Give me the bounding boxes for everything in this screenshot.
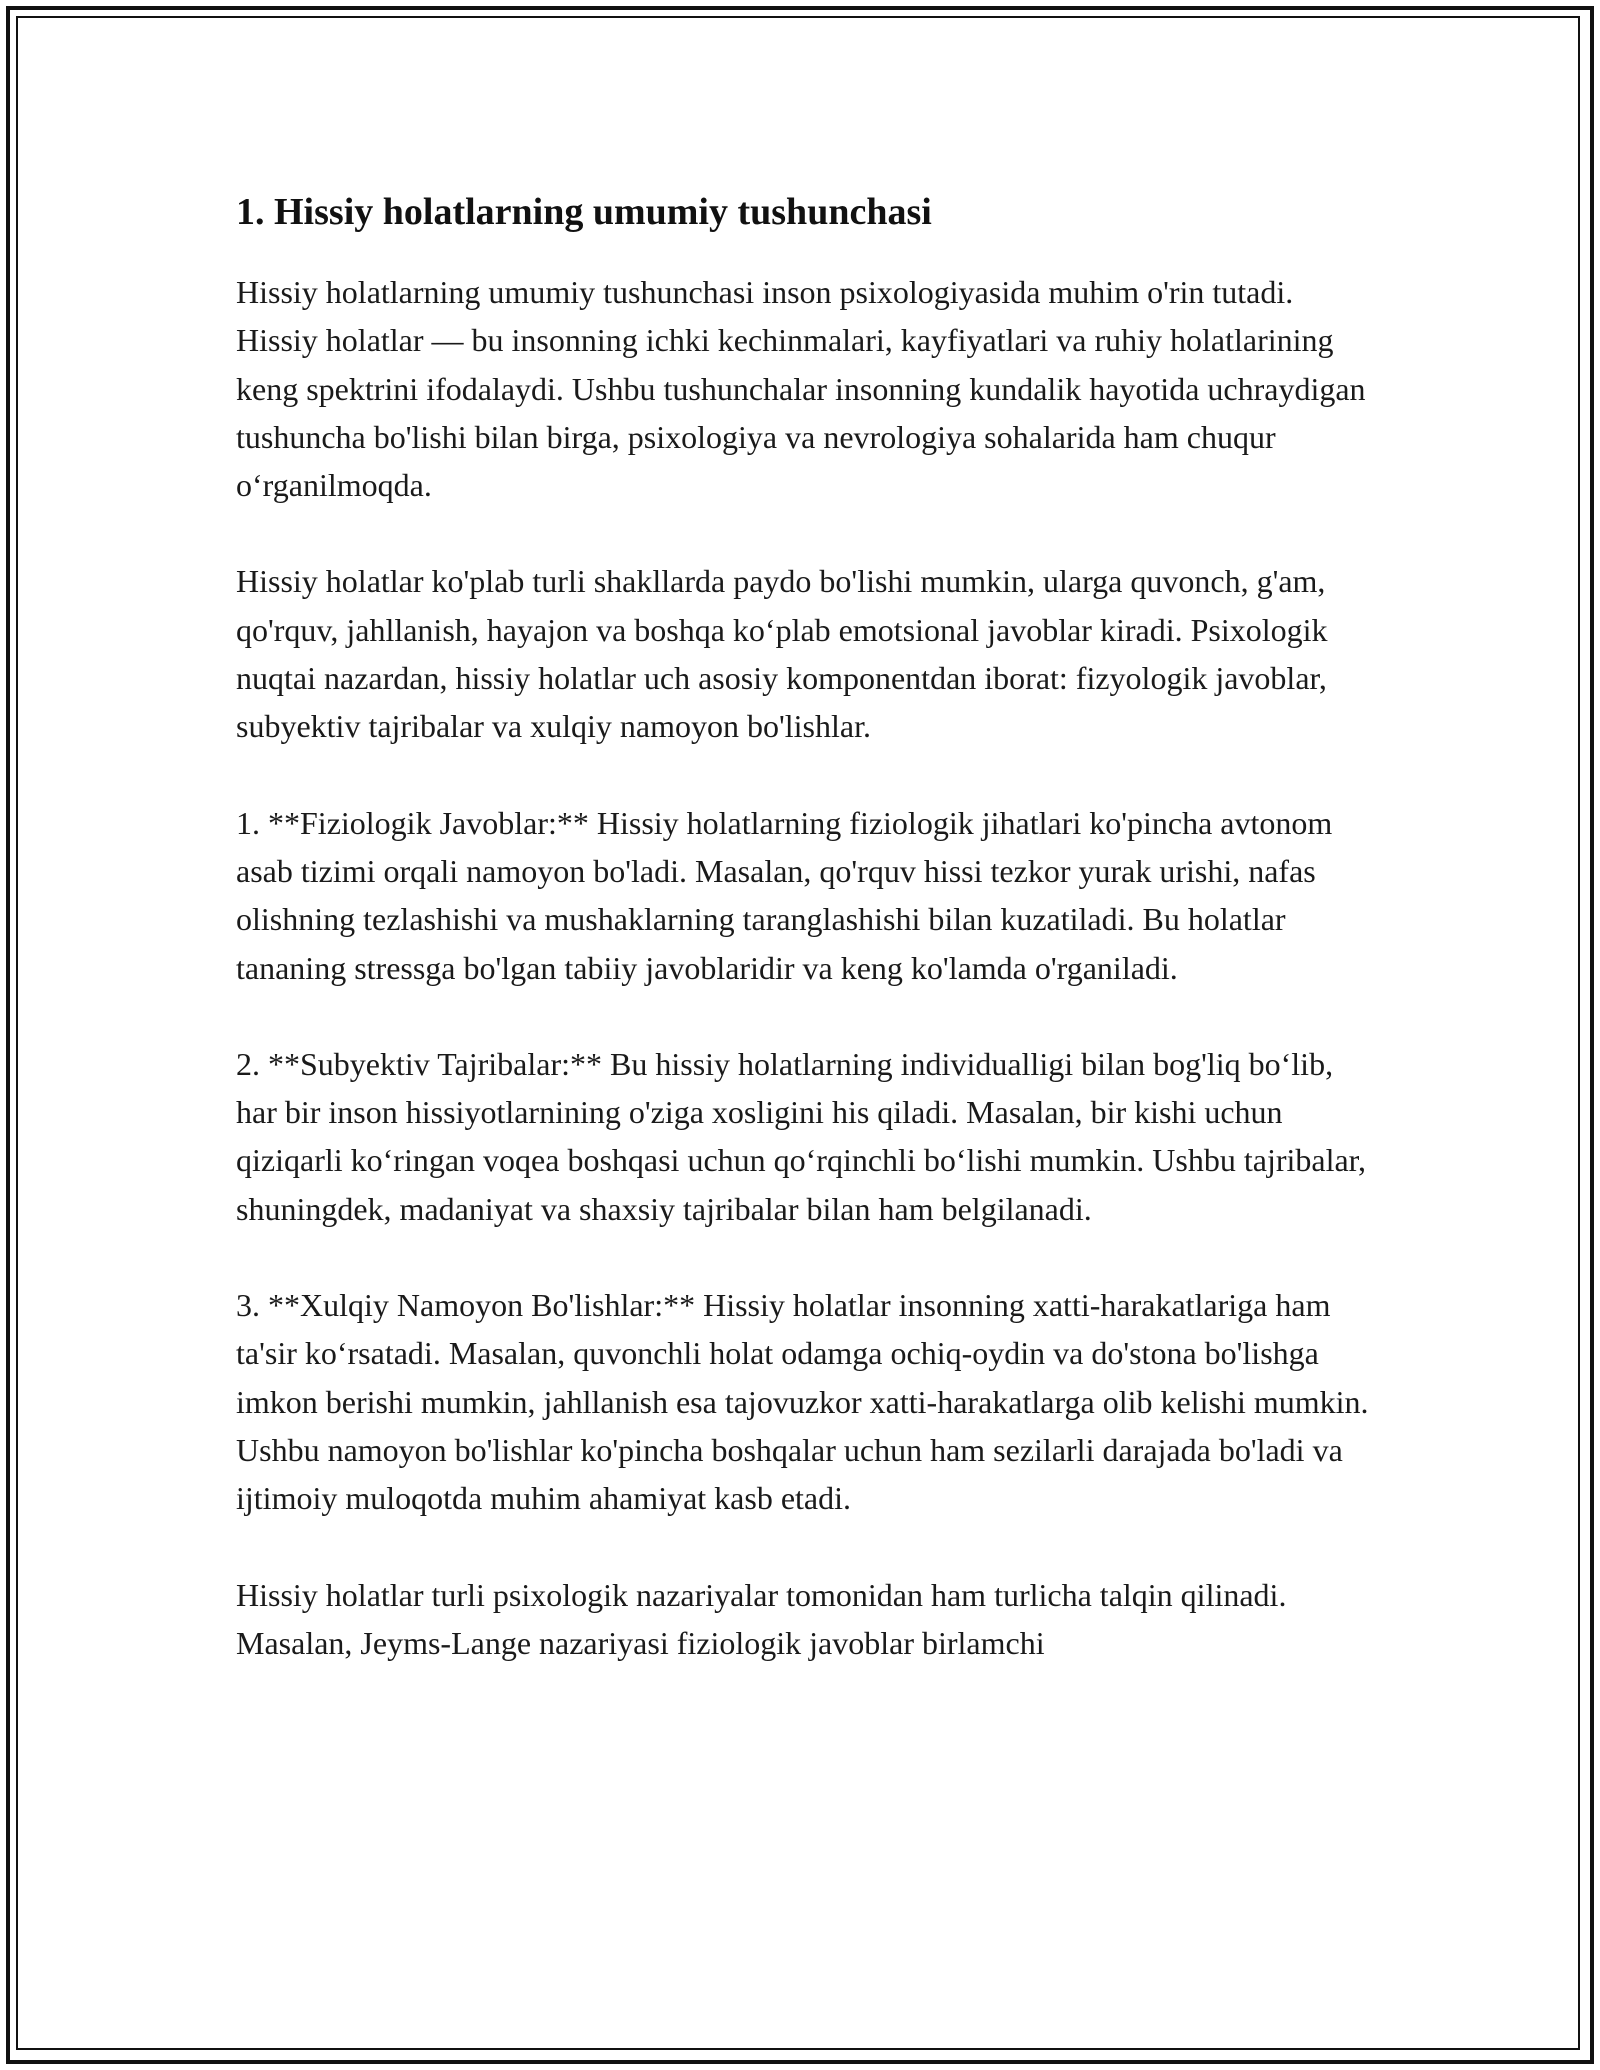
document-body xyxy=(236,186,1376,1715)
paragraph-theories: Hissiy holatlar turli psixologik nazariyalar tomonidan ham turlicha talqin qilinadi. Masalan, Jeyms-Lange nazariyasi fiziologik javoblar birlamchi xyxy=(236,1576,1287,1661)
paragraph-subjective: 2. **Subyektiv Tajribalar:** Bu hissiy holatlarning individualligi bilan bog'liq bo‘lib, har bir inson hissiyotlarnining o'ziga xosligini his qiladi. Masalan, bir kishi uchun qiziqarli ko‘ringan voqea boshqasi uchun qo‘rqinchli bo‘lishi mumkin. Ushbu tajribalar, shuningdek, madaniyat va shaxsiy tajribalar bilan ham belgilanadi. xyxy=(236,1045,1367,1227)
paragraph-components: Hissiy holatlar ko'plab turli shakllarda paydo bo'lishi mumkin, ularga quvonch, g'am, qo'rquv, jahllanish, hayajon va boshqa ko‘plab emotsional javoblar kiradi. Psixologik nuqtai nazardan, hissiy holatlar uch asosiy komponentdan iborat: fizyologik javoblar, subyektiv tajribalar va xulqiy namoyon bo'lishlar. xyxy=(236,563,1328,745)
paragraph-behavioral: 3. **Xulqiy Namoyon Bo'lishlar:** Hissiy holatlar insonning xatti-harakatlariga ham ta'sir ko‘rsatadi. Masalan, quvonchli holat odamga ochiq-oydin va do'stona bo'lishga imkon berishi mumkin, jahllanish esa tajovuzkor xatti-harakatlarga olib kelishi mumkin. Ushbu namoyon bo'lishlar ko'pincha boshqalar uchun ham sezilarli darajada bo'ladi va ijtimoiy muloqotda muhim ahamiyat kasb etadi. xyxy=(236,1287,1369,1517)
section-heading: 1. Hissiy holatlarning umumiy tushunchasi xyxy=(236,191,932,233)
paragraph-physiological: 1. **Fiziologik Javoblar:** Hissiy holatlarning fiziologik jihatlari ko'pincha avtonom asab tizimi orqali namoyon bo'ladi. Masalan, qo'rquv hissi tezkor yurak urishi, nafas olishning tezlashishi va mushaklarning taranglashishi bilan kuzatiladi. Bu holatlar tananing stressga bo'lgan tabiiy javoblaridir va keng ko'lamda o'rganiladi. xyxy=(236,804,1333,986)
paragraph-intro: Hissiy holatlarning umumiy tushunchasi inson psixologiyasida muhim o'rin tutadi. Hissiy holatlar — bu insonning ichki kechinmalari, kayfiyatlari va ruhiy holatlarining keng spektrini ifodalaydi. Ushbu tushunchalar insonning kundalik hayotida uchraydigan tushuncha bo'lishi bilan birga, psixologiya va nevrologiya sohalarida ham chuqur o‘rganilmoqda. xyxy=(236,274,1366,504)
